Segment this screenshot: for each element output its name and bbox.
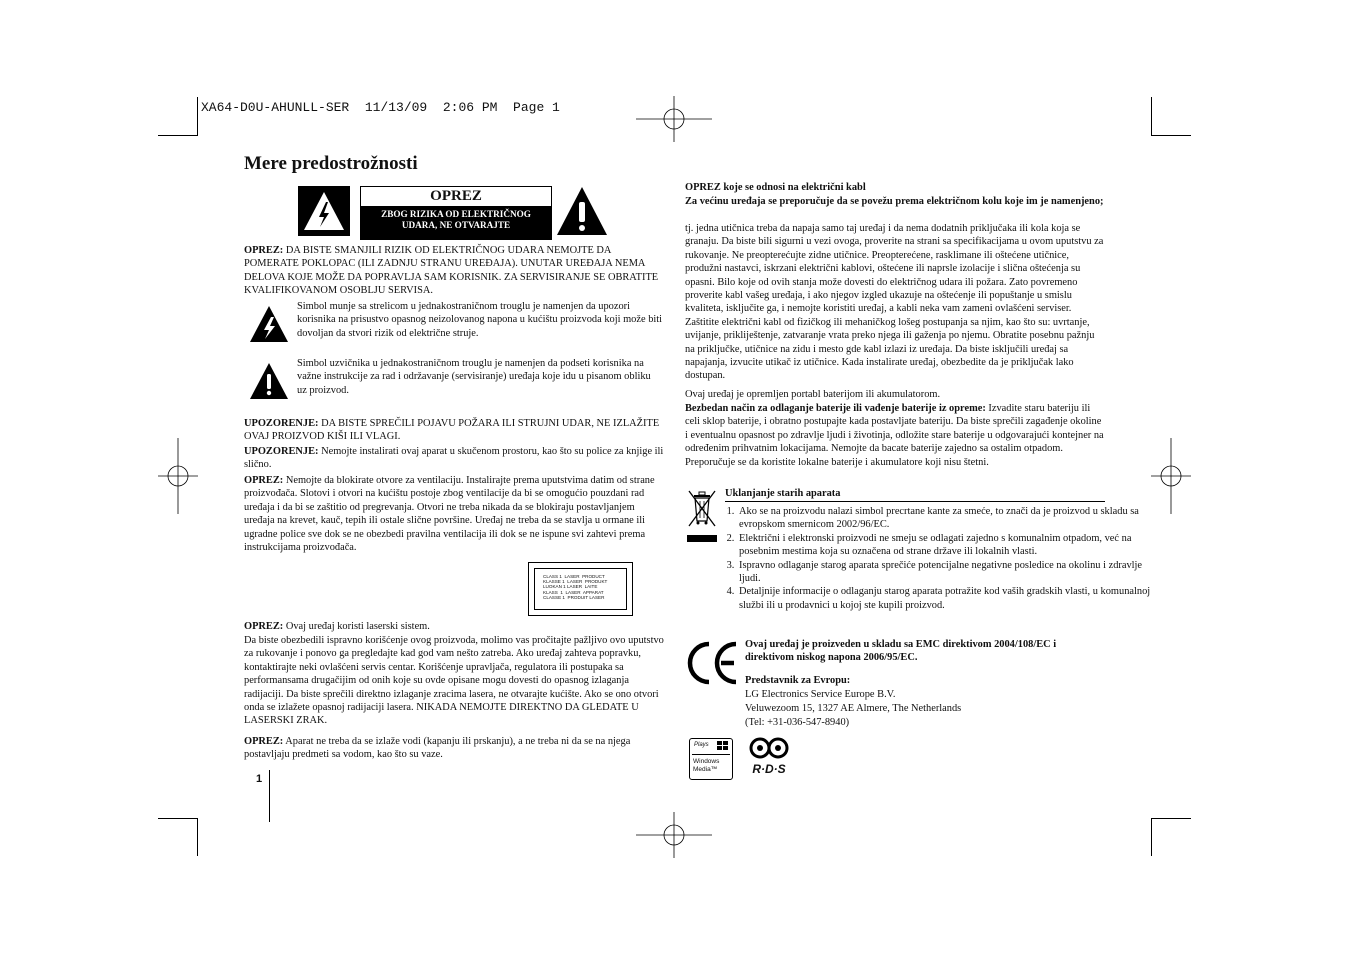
list-item: 1. Ako se na proizvodu nalazi simbol precrtane kante za smeće, to znači da je proizvod u skladu sa evropskom smernicom 2002/96/EC. [737, 505, 1157, 532]
battery-disposal: Bezbedan način za odlaganje baterije ili vađenje baterije iz opreme: Izvadite staru bateriju ili celi sklop baterije, i obratno postupajte kada postavljate bateriju. Da biste sprečili zagađenje okoline i eventualnu opasnost po zdravlje ljudi i životinja, odložite stare baterije u odgovarajući kontejner na određenim prihvatnim lokacijama. Nemojte da bacate baterije zajedno sa ostalim otpadom. Preporučuje se da koristite lokalne baterije i akumulatore koji nisu štetni. [685, 403, 1104, 468]
warning-box-title: OPREZ [430, 188, 482, 204]
rds-label: R·D·S [752, 762, 786, 776]
page-number: 1 [256, 773, 263, 785]
exclamation-warning-icon [554, 184, 610, 238]
warning-paragraph-2: UPOZORENJE: Nemojte instalirati ovaj aparat u skučenom prostoru, kao što su police za knjige ili slično. [244, 446, 664, 471]
battery-intro: Ovaj uređaj je opremljen portabl baterijom ili akumulatorom. [685, 389, 941, 400]
warning-box-text: ZBOG RIZIKA OD ELEKTRIČNOG UDARA, NE OTVARAJTE [361, 206, 551, 239]
disposal-list [685, 505, 1157, 612]
representative-address: Veluwezoom 15, 1327 AE Almere, The Netherlands [745, 703, 962, 714]
list-item: 3. Ispravno odlaganje starog aparata sprečiće potencijalne negativne posledice na okolinu i zdravlje ljudi. [737, 559, 1157, 586]
disposal-title: Uklanjanje starih aparata [725, 487, 1105, 502]
list-item: 4. Detaljnije informacije o odlaganju starog aparata potražite kod vaših gradskih vlasti, u komunalnoj službi ili u prodavnici u kojoj ste kupili proizvod. [737, 585, 1157, 612]
page-title: Mere predostrožnosti [244, 153, 418, 174]
laser-class-label: CLASS 1 LASER PRODUCT KLASSE 1 LASER PRODUKT LUOKAN 1 LASER LAITE KLASS 1 LASER APPARAT CLASSE 1 PRODUIT LASER [528, 562, 633, 616]
registration-mark-left [158, 438, 198, 514]
exclamation-description: Simbol uzvičnika u jednakostraničnom trouglu je namenjen da podseti korisnika na važne instrukcije za rad i održavanje (servisiranje) uređaja koje idu u pisanom obliku uz proizvod. [297, 358, 651, 396]
file-header: XA64-D0U-AHUNLL-SER 11/13/09 2:06 PM Page 1 [201, 100, 560, 115]
representative-name: LG Electronics Service Europe B.V. [745, 689, 896, 700]
cable-title: OPREZ koje se odnosi na električni kabl [685, 182, 866, 193]
registration-mark-bottom [636, 812, 712, 858]
cable-text: tj. jedna utičnica treba da napaja samo taj uređaj i da nema dodatnih priključaka ili kola koja se granaju. Da biste bili sigurni u vezi ovoga, proverite na strani sa specifikacijama u ovom uputstvu za rukovanje. Ne preopterećujte zidne utičnice. Preopterećene, rasklimane ili oštećene utičnice, produžni nastavci, iskrzani električni kablovi, oštećene ili naprsle izolacije i slična oštećenja su opasni. Bilo koje od ovih stanja može dovesti do električnog udara ili požara. Zato povremeno proverite kabl vašeg uređaja, i ako njegov izgled ukazuje na oštećenje ili popuštanje u smislu kvaliteta, isključite ga, i nemojte koristiti uređaj, a kabli neka vam zameni ovlašćeni serviser. Zaštitite električni kabl od fizičkog ili mehaničkog lošeg postupanja sa njim, kao što su: uvrtanje, uvijanje, prikliještenje, zatvaranje vrata preko njega ili gaženja po njemu. Obratite posebnu pažnju na priključke, utičnice na zidu i mesto gde kabl izlazi iz uređaja. Da biste isključili uređaj sa napajanja, izvucite utikač iz utičnice. Kada instalirate uređaj, obezbedite da je priključak lako dostupan. [685, 223, 1104, 382]
caution-paragraph: OPREZ: DA BISTE SMANJILI RIZIK OD ELEKTRIČNOG UDARA NEMOJTE DA POMERATE POKLOPAC (ILI ZADNJU STRANU UREĐAJA). UNUTAR UREĐAJA NEMA DELOVA KOJE MOŽE DA POPRAVLJA SAM KORISNIK. ZA SERVISIRANJE SE OBRATITE KVALIFIKOVANOM OSOBLJU SERVISA. [244, 245, 659, 297]
ce-mark-icon [685, 640, 741, 686]
laser-instructions: Da biste obezbedili ispravno korišćenje ovog proizvoda, molimo vas pročitajte pažljivo ovo uputstvo za rukovanje i ponovo ga pregledajte kad god vam nešto zatreba. Ako uređaj zahteva popravku, kontaktirajte neki ovlašćeni servis centar. Korišćenje upravljača, regulatora ili postupaka sa performansama drugačijim od onih koje su ovde opisane mogu dovesti do opasnog izlaganja radijaciji. Da biste sprečili direktno izlaganje zracima lasera, ne otvarajte kućište. Ako se ono otvori onda se izlažete opasnoj radijaciji lasera. NIKADA NEMOJTE DIREKTNO DA GLEDATE U LASERSKI ZRAK. [244, 635, 664, 727]
registration-mark-right [1151, 438, 1191, 514]
laser-caution: OPREZ: Ovaj uređaj koristi laserski sistem. [244, 621, 430, 632]
warning-box [360, 186, 552, 240]
exclamation-triangle-icon [249, 362, 289, 400]
cable-subtitle: Za većinu uređaja se preporučuje da se povežu prema električnom kolu koje im je namenjeno; [685, 196, 1104, 207]
ventilation-paragraph: OPREZ: Nemojte da blokirate otvore za ventilaciju. Instalirajte prema uputstvima datim od strane proizvođača. Slotovi i otvori na kućištu postoje zbog ventilacije da bi se omogućio pouzdani rad uređaja i da bi se zaštitio od pregrevanja. Otvori ne treba nikada da se blokiraju postavljanjem uređaja na krevet, kauč, tepih ili ostale slične površine. Uređaj ne treba da se stavlja u ormane ili ugradne police sve dok se ne obezbedi pravilna ventilacija ili dok se ne ispune svi zahtevi prema instrukcijama proizvođača. [244, 475, 655, 554]
representative-phone: (Tel: +31-036-547-8940) [745, 717, 850, 728]
list-item: 2. Električni i elektronski proizvodi ne smeju se odlagati zajedno s komunalnim otpadom, već na posebnim mestima koja su označena od strane države ili lokalnih vlasti. [737, 532, 1157, 559]
windows-flag-icon [717, 741, 729, 751]
lightning-triangle-icon [249, 305, 289, 343]
windows-media-logo: Plays Windows Media™ [689, 738, 733, 780]
warning-paragraph-1: UPOZORENJE: DA BISTE SPREČILI POJAVU POŽARA ILI STRUJNI UDAR, NE IZLAŽITE OVAJ PROIZVOD KIŠI ILI VLAGI. [244, 418, 660, 443]
water-caution: OPREZ: Aparat ne treba da se izlaže vodi (kapanju ili prskanju), a ne treba ni da se na njega postavljaju predmeti sa vodom, kao što su vaze. [244, 736, 631, 761]
representative-title: Predstavnik za Evropu: [745, 675, 851, 686]
rds-logo-icon [746, 736, 792, 760]
registration-mark-top [636, 96, 712, 142]
emc-statement: Ovaj uređaj je proizveden u skladu sa EMC direktivom 2004/108/EC i direktivom niskog napona 2006/95/EC. [745, 639, 1057, 664]
lightning-warning-icon [298, 186, 350, 236]
lightning-description: Simbol munje sa strelicom u jednakostraničnom trouglu je namenjen da upozori korisnika na prisustvo opasnog neizolovanog napona u kućištu proizvoda koji može biti dovoljan da stvori rizik od električne struje. [297, 301, 663, 339]
